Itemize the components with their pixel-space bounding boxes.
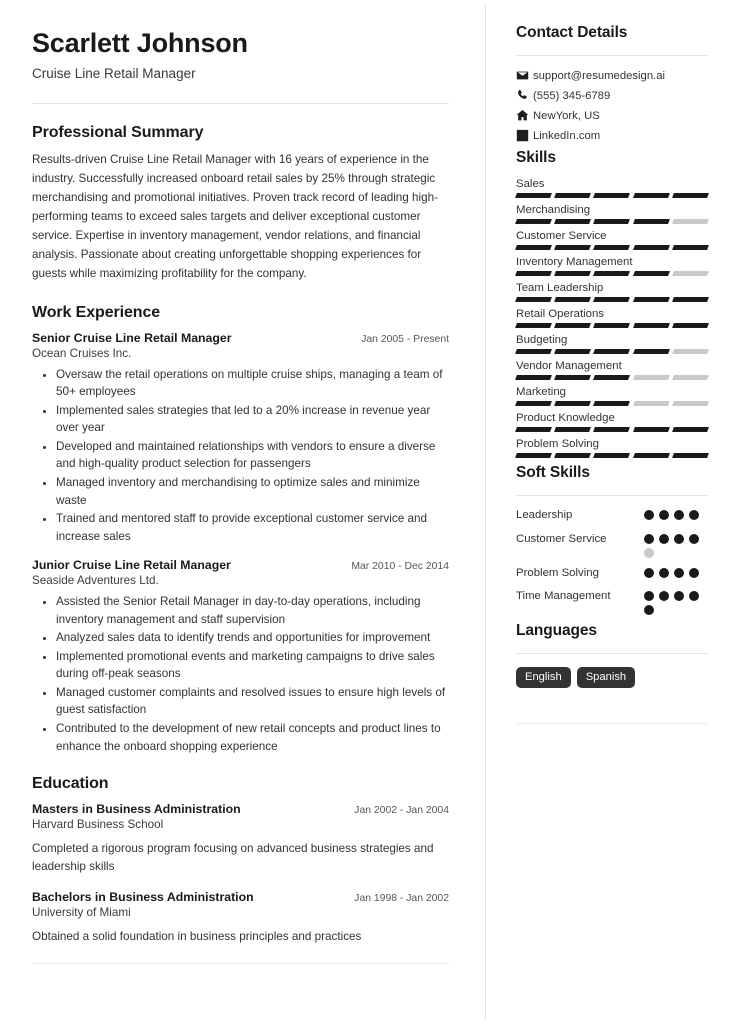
work-entry [32, 331, 449, 545]
language-pill: English [516, 667, 571, 688]
skill-level-bar [516, 271, 708, 276]
skill-level-segment [593, 193, 630, 198]
soft-skill-dot [644, 510, 654, 520]
skill-level-segment [633, 323, 670, 328]
work-bullet: • Developed and maintained relationships with vendors to ensure a diverse and high-quality product selection for passengers [56, 438, 449, 473]
work-entry-bullets [32, 366, 449, 545]
work-bullet: • Managed inventory and merchandising to optimize sales and minimize waste [56, 474, 449, 509]
education-description: Obtained a solid foundation in business principles and practices [32, 929, 362, 943]
skill-level-segment [593, 453, 630, 458]
skill-level-segment [515, 453, 552, 458]
work-entry-role: Junior Cruise Line Retail Manager [32, 558, 231, 573]
skill-level-segment [515, 193, 552, 198]
work-entry-header [32, 558, 449, 572]
section-title-work: Work Experience [32, 303, 161, 321]
skill-level-segment [554, 375, 591, 380]
education-school: University of Miami [32, 905, 131, 919]
skill-level-bar [516, 297, 708, 302]
soft-skill-name: Time Management [516, 590, 611, 603]
work-bullet: • Implemented sales strategies that led to a 20% increase in revenue year over year [56, 402, 449, 437]
soft-skill-dot [689, 591, 699, 601]
skill-row [516, 438, 708, 458]
section-title-summary: Professional Summary [32, 124, 204, 142]
soft-skill-dot [644, 534, 654, 544]
contact-row[interactable] [516, 129, 708, 142]
soft-skill-name: Leadership [516, 509, 573, 521]
skill-level-bar [516, 193, 708, 198]
skill-row [516, 308, 708, 328]
contact-divider [516, 55, 708, 56]
skill-level-segment [515, 245, 552, 250]
soft-skill-dot [644, 605, 654, 615]
skill-name: Problem Solving [516, 438, 599, 450]
skill-level-segment [672, 271, 709, 276]
skill-level-segment [633, 401, 670, 406]
professional-summary-text: Results-driven Cruise Line Retail Manager with 16 years of experience in the industry. Successfully increased onboard retail sales by 25% through strategic merchandising and promotional initiatives. Proven track record of leading high-performing teams to exceed sales targets and deliver exceptional customer service. Expertise in inventory management, vendor relations, and financial analysis. Passionate about creating unforgettable shopping experiences for guests while maximizing profitability for the company. [32, 153, 439, 280]
soft-skill-dot [674, 534, 684, 544]
soft-skill-dot [659, 534, 669, 544]
skill-level-segment [554, 401, 591, 406]
skills-list [516, 178, 708, 458]
phone-icon [516, 89, 533, 102]
soft-skill-dot [689, 510, 699, 520]
skill-level-segment [593, 349, 630, 354]
skill-name: Team Leadership [516, 282, 604, 294]
work-bullet: • Oversaw the retail operations on multiple cruise ships, managing a team of 50+ employees [56, 366, 449, 401]
education-dates: Jan 2002 - Jan 2004 [354, 805, 449, 817]
skill-level-segment [593, 427, 630, 432]
skill-level-segment [672, 401, 709, 406]
education-entry-header [32, 802, 449, 816]
skill-level-segment [633, 271, 670, 276]
skill-row [516, 256, 708, 276]
skill-name: Budgeting [516, 334, 568, 346]
soft-skill-dot [644, 548, 654, 558]
soft-skill-dots [644, 565, 708, 578]
skill-level-segment [515, 349, 552, 354]
education-bottom-divider [32, 963, 449, 964]
contact-value: LinkedIn.com [533, 129, 601, 142]
languages-divider [516, 653, 708, 654]
skill-level-segment [633, 375, 670, 380]
skill-level-segment [633, 219, 670, 224]
skill-level-segment [633, 193, 670, 198]
skill-level-segment [554, 271, 591, 276]
education-degree: Bachelors in Business Administration [32, 889, 254, 904]
section-title-languages: Languages [516, 622, 597, 640]
work-bullet: • Managed customer complaints and resolved issues to ensure high levels of guest satisfaction [56, 684, 449, 719]
soft-skill-dots [644, 531, 708, 558]
skill-level-segment [554, 193, 591, 198]
languages-bottom-divider [516, 723, 708, 724]
soft-skill-name: Customer Service [516, 532, 607, 545]
soft-skill-row [516, 507, 708, 524]
work-entry-dates: Mar 2010 - Dec 2014 [351, 561, 449, 573]
education-entry [32, 802, 449, 876]
section-title-skills: Skills [516, 149, 556, 166]
section-title-soft-skills: Soft Skills [516, 464, 590, 481]
soft-skills-divider [516, 495, 708, 496]
linkedin-icon [516, 129, 533, 142]
soft-skill-dot [674, 510, 684, 520]
skill-row [516, 204, 708, 224]
skill-level-bar [516, 349, 708, 354]
soft-skill-dot [659, 568, 669, 578]
skill-level-segment [593, 375, 630, 380]
skill-level-segment [672, 375, 709, 380]
skill-level-segment [672, 245, 709, 250]
skill-level-segment [515, 271, 552, 276]
skill-level-segment [554, 427, 591, 432]
work-entry-bullets [32, 593, 449, 755]
skill-level-segment [672, 349, 709, 354]
skill-level-segment [633, 427, 670, 432]
soft-skill-dots [644, 507, 708, 520]
skill-row [516, 412, 708, 432]
skill-level-segment [554, 245, 591, 250]
skill-row [516, 386, 708, 406]
soft-skill-row [516, 531, 708, 558]
work-experience-list [32, 331, 449, 755]
skill-name: Product Knowledge [516, 412, 615, 424]
skill-level-segment [515, 427, 552, 432]
languages-list [516, 667, 708, 688]
contact-details-list [516, 69, 708, 142]
candidate-name: Scarlett Johnson [32, 28, 248, 58]
resume-sidebar [486, 0, 730, 1024]
envelope-icon [516, 69, 533, 82]
contact-value: NewYork, US [533, 109, 600, 122]
skill-level-segment [593, 219, 630, 224]
soft-skill-dot [674, 591, 684, 601]
skill-level-bar [516, 219, 708, 224]
soft-skill-name: Problem Solving [516, 566, 599, 579]
work-bullet: • Implemented promotional events and marketing campaigns to drive sales during off-peak seasons [56, 648, 449, 683]
soft-skills-list [516, 507, 708, 615]
education-entry-header [32, 890, 449, 904]
skill-name: Inventory Management [516, 256, 633, 268]
work-bullet: • Analyzed sales data to identify trends and opportunities for improvement [56, 629, 449, 647]
header-divider [32, 103, 449, 104]
skill-level-segment [672, 219, 709, 224]
soft-skill-row [516, 588, 708, 615]
contact-value: (555) 345-6789 [533, 89, 611, 102]
soft-skill-dot [674, 568, 684, 578]
skill-level-segment [515, 219, 552, 224]
skill-level-segment [672, 427, 709, 432]
contact-value: support@resumedesign.ai [533, 69, 666, 82]
soft-skill-dot [644, 568, 654, 578]
work-bullet: • Contributed to the development of new retail concepts and product lines to enhance the onboard shopping experience [56, 720, 449, 755]
skill-level-segment [633, 245, 670, 250]
skill-level-segment [672, 323, 709, 328]
skill-name: Marketing [516, 386, 567, 398]
education-list [32, 802, 449, 945]
skill-row [516, 230, 708, 250]
skill-name: Vendor Management [516, 360, 622, 372]
section-title-education: Education [32, 775, 109, 793]
skill-level-segment [672, 193, 709, 198]
skill-level-segment [593, 297, 630, 302]
soft-skill-dot [659, 591, 669, 601]
skill-level-bar [516, 323, 708, 328]
skill-name: Customer Service [516, 230, 607, 242]
education-description: Completed a rigorous program focusing on advanced business strategies and leadership skills [32, 842, 434, 873]
contact-row[interactable] [516, 89, 708, 102]
skill-level-segment [672, 297, 709, 302]
skill-level-segment [554, 323, 591, 328]
work-entry-header [32, 331, 449, 345]
skill-level-segment [515, 297, 552, 302]
skill-level-segment [515, 323, 552, 328]
soft-skill-dot [644, 591, 654, 601]
soft-skill-row [516, 565, 708, 582]
education-dates: Jan 1998 - Jan 2002 [354, 892, 449, 904]
skill-level-segment [593, 401, 630, 406]
home-icon [516, 109, 533, 122]
work-bullet: • Assisted the Senior Retail Manager in day-to-day operations, including inventory management and staff supervision [56, 593, 449, 628]
skill-level-bar [516, 401, 708, 406]
skill-level-bar [516, 453, 708, 458]
skill-level-segment [633, 297, 670, 302]
skill-level-segment [554, 219, 591, 224]
contact-row[interactable] [516, 69, 708, 82]
skill-name: Merchandising [516, 204, 591, 216]
skill-level-segment [554, 297, 591, 302]
section-title-contact: Contact Details [516, 24, 628, 41]
work-entry [32, 558, 449, 755]
soft-skill-dot [689, 534, 699, 544]
skill-level-segment [554, 349, 591, 354]
education-school: Harvard Business School [32, 818, 164, 832]
work-entry-role: Senior Cruise Line Retail Manager [32, 330, 232, 345]
skill-level-bar [516, 427, 708, 432]
work-entry-organization: Seaside Adventures Ltd. [32, 574, 159, 588]
skill-row [516, 282, 708, 302]
soft-skill-dot [659, 510, 669, 520]
skill-level-segment [593, 323, 630, 328]
candidate-job-title: Cruise Line Retail Manager [32, 66, 196, 82]
work-entry-organization: Ocean Cruises Inc. [32, 346, 132, 360]
language-pill: Spanish [577, 667, 635, 688]
skill-row [516, 334, 708, 354]
skill-name: Sales [516, 178, 545, 190]
skill-row [516, 178, 708, 198]
skill-level-segment [593, 245, 630, 250]
skill-row [516, 360, 708, 380]
education-entry [32, 890, 449, 946]
skill-level-segment [593, 271, 630, 276]
work-bullet: • Trained and mentored staff to provide exceptional customer service and increase sales [56, 510, 449, 545]
contact-row[interactable] [516, 109, 708, 122]
skill-level-segment [633, 453, 670, 458]
skill-level-segment [633, 349, 670, 354]
skill-level-segment [554, 453, 591, 458]
skill-level-segment [515, 401, 552, 406]
soft-skill-dot [689, 568, 699, 578]
skill-level-bar [516, 375, 708, 380]
work-entry-dates: Jan 2005 - Present [361, 333, 449, 345]
skill-level-segment [672, 453, 709, 458]
skill-level-segment [515, 375, 552, 380]
education-degree: Masters in Business Administration [32, 802, 241, 817]
soft-skill-dots [644, 588, 708, 615]
skill-name: Retail Operations [516, 308, 605, 320]
skill-level-bar [516, 245, 708, 250]
